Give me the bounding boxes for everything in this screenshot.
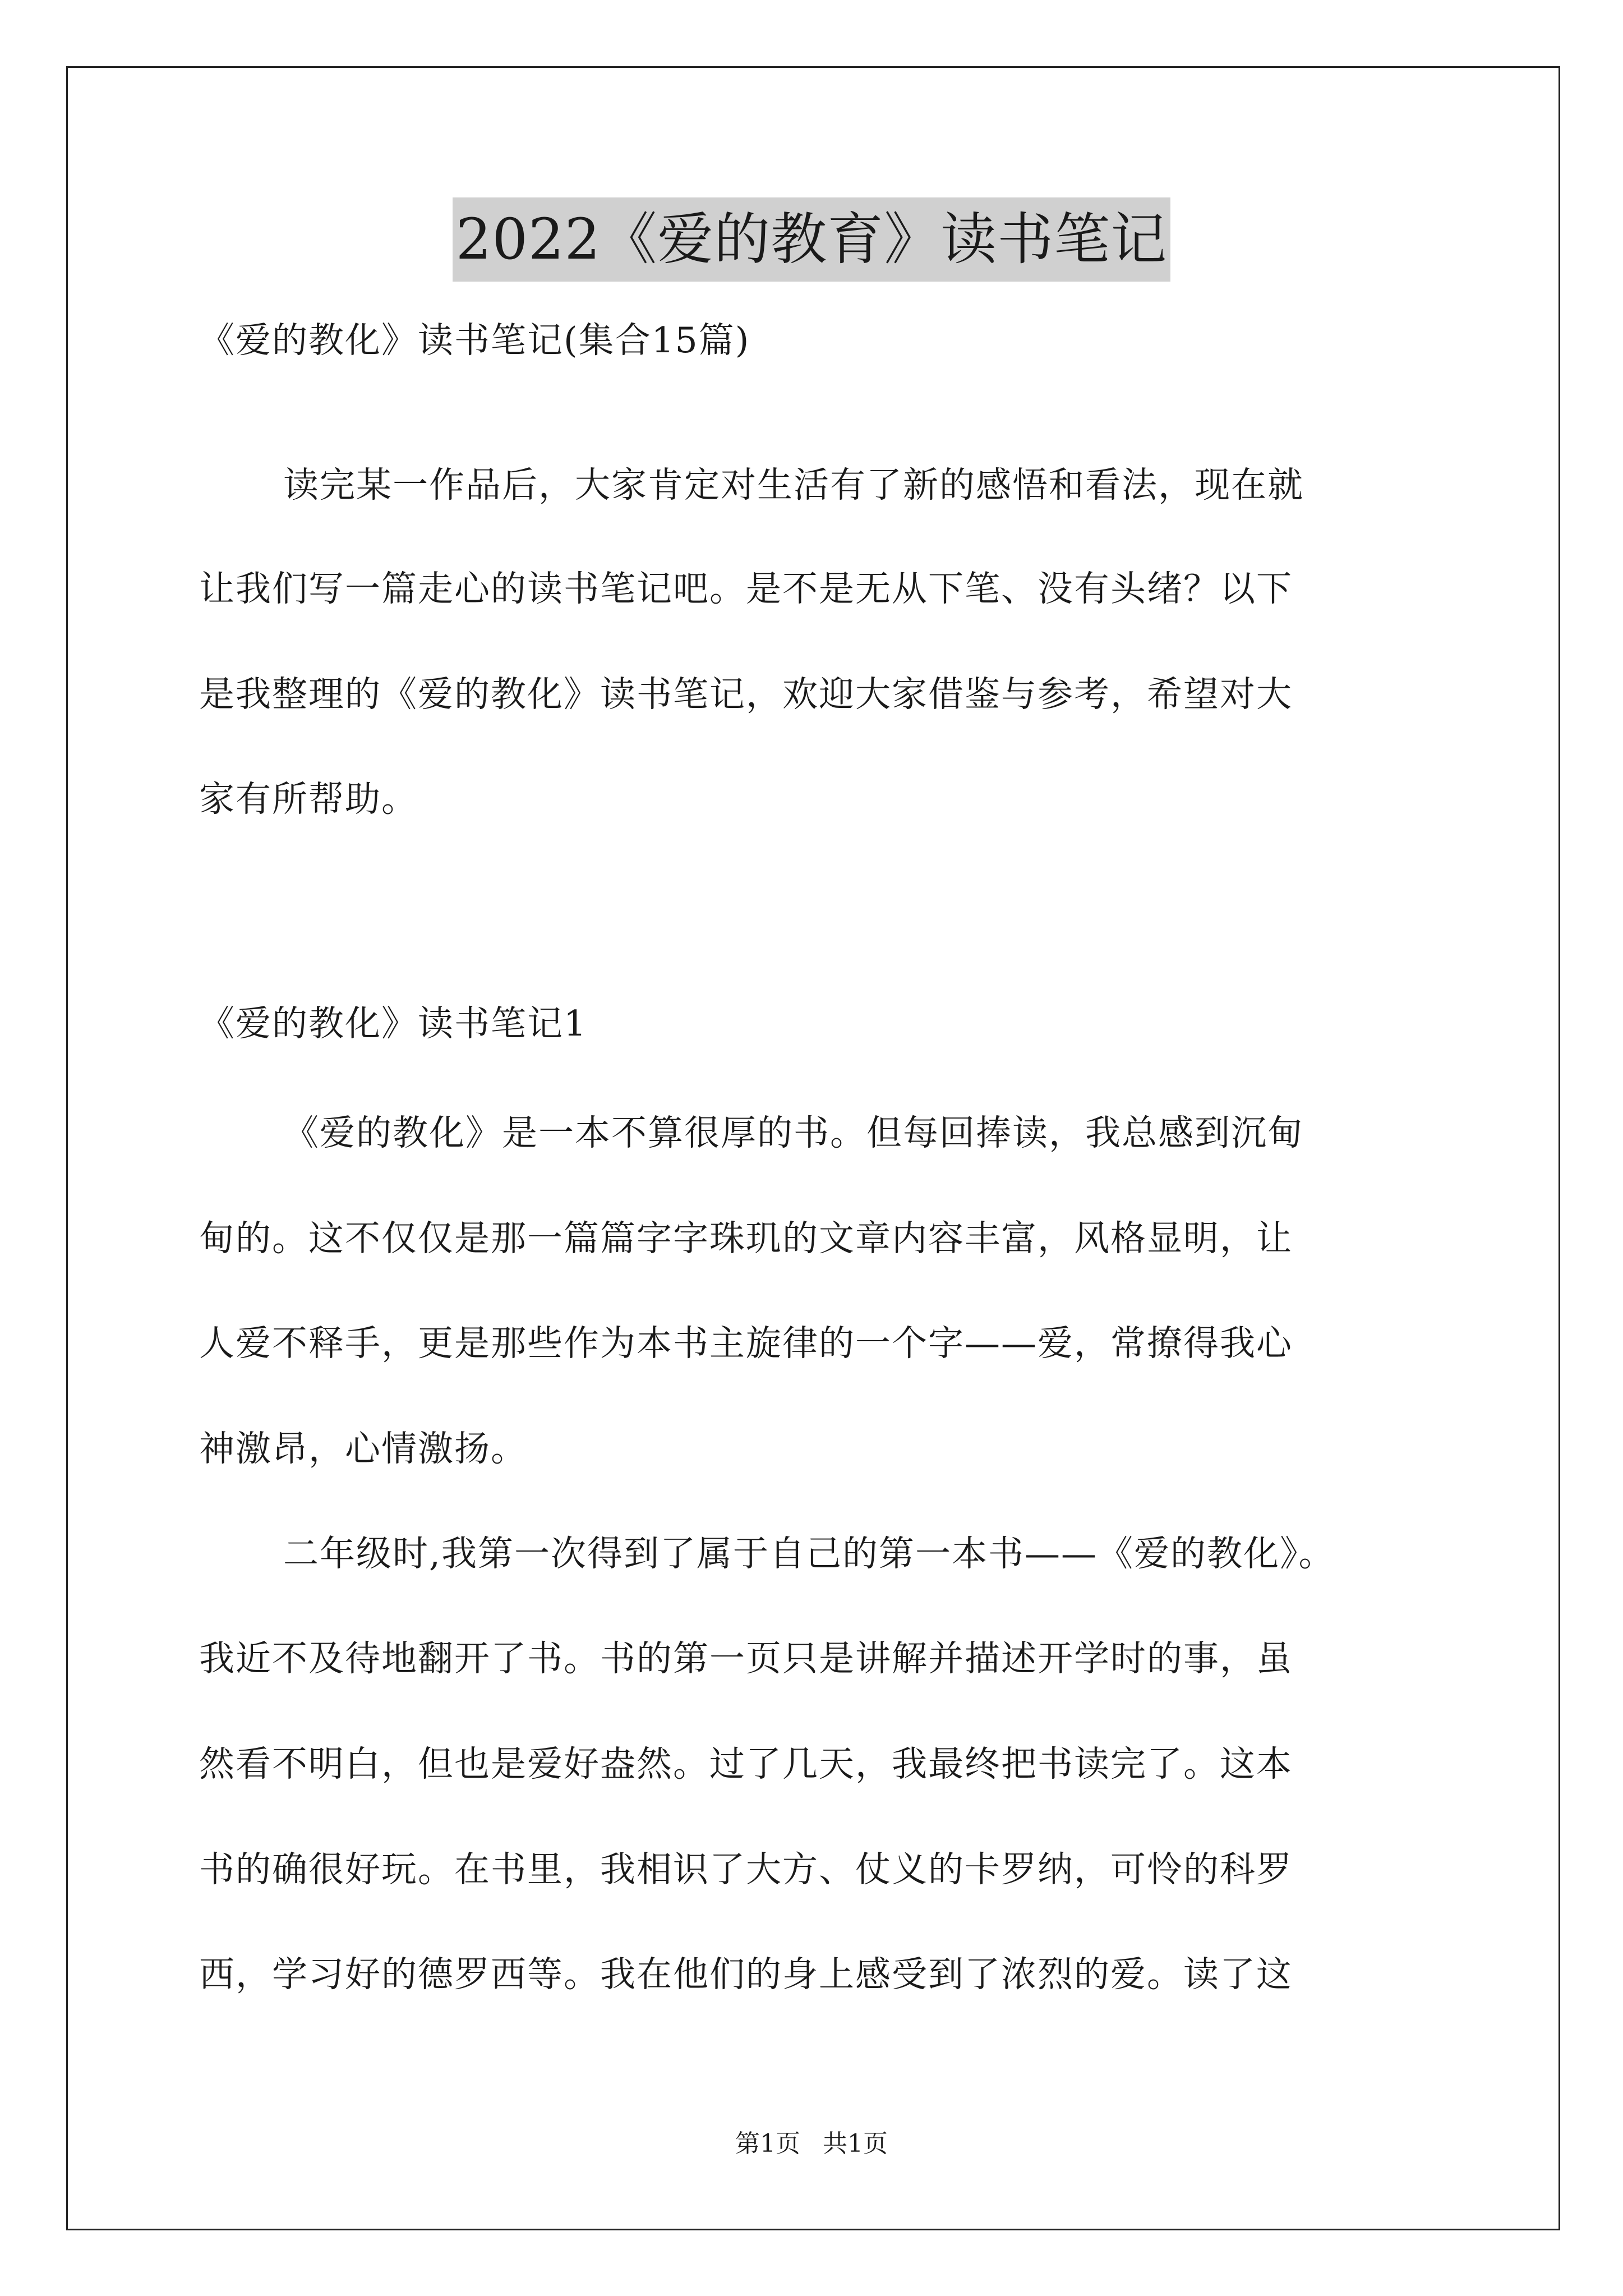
paragraph-line: 二年级时,我第一次得到了属于自己的第一本书——《爱的教化》。 <box>283 1533 1335 1574</box>
intro-line: 让我们写一篇走心的读书笔记吧。是不是无从下笔、没有头绪？以下 <box>199 568 1293 609</box>
intro-line: 家有所帮助。 <box>199 779 418 820</box>
document-title: 2022《爱的教育》读书笔记 <box>453 197 1171 282</box>
page-total: 共1页 <box>823 2129 888 2158</box>
paragraph-line: 西，学习好的德罗西等。我在他们的身上感受到了浓烈的爱。读了这 <box>199 1954 1293 1995</box>
intro-line: 读完某一作品后，大家肯定对生活有了新的感悟和看法，现在就 <box>283 464 1304 505</box>
intro-line: 是我整理的《爱的教化》读书笔记，欢迎大家借鉴与参考，希望对大 <box>199 674 1293 715</box>
paragraph-line: 然看不明白，但也是爱好盎然。过了几天，我最终把书读完了。这本 <box>199 1743 1293 1784</box>
paragraph-line: 《爱的教化》是一本不算很厚的书。但每回捧读，我总感到沉甸 <box>283 1112 1304 1153</box>
paragraph-line: 甸的。这不仅仅是那一篇篇字字珠玑的文章内容丰富，风格显明，让 <box>199 1218 1293 1259</box>
paragraph-line: 人爱不释手，更是那些作为本书主旋律的一个字——爱，常撩得我心 <box>199 1323 1293 1364</box>
page-footer <box>0 2127 1623 2161</box>
document-subtitle: 《爱的教化》读书笔记(集合15篇) <box>199 320 750 361</box>
section-heading: 《爱的教化》读书笔记1 <box>199 1003 588 1044</box>
paragraph-line: 书的确很好玩。在书里，我相识了大方、仗义的卡罗纳，可怜的科罗 <box>199 1849 1293 1890</box>
paragraph-line: 我近不及待地翻开了书。书的第一页只是讲解并描述开学时的事，虽 <box>199 1638 1293 1679</box>
page-number: 第1页 <box>735 2129 800 2158</box>
paragraph-line: 神激昂，心情激扬。 <box>199 1428 527 1469</box>
title-container <box>0 197 1623 282</box>
